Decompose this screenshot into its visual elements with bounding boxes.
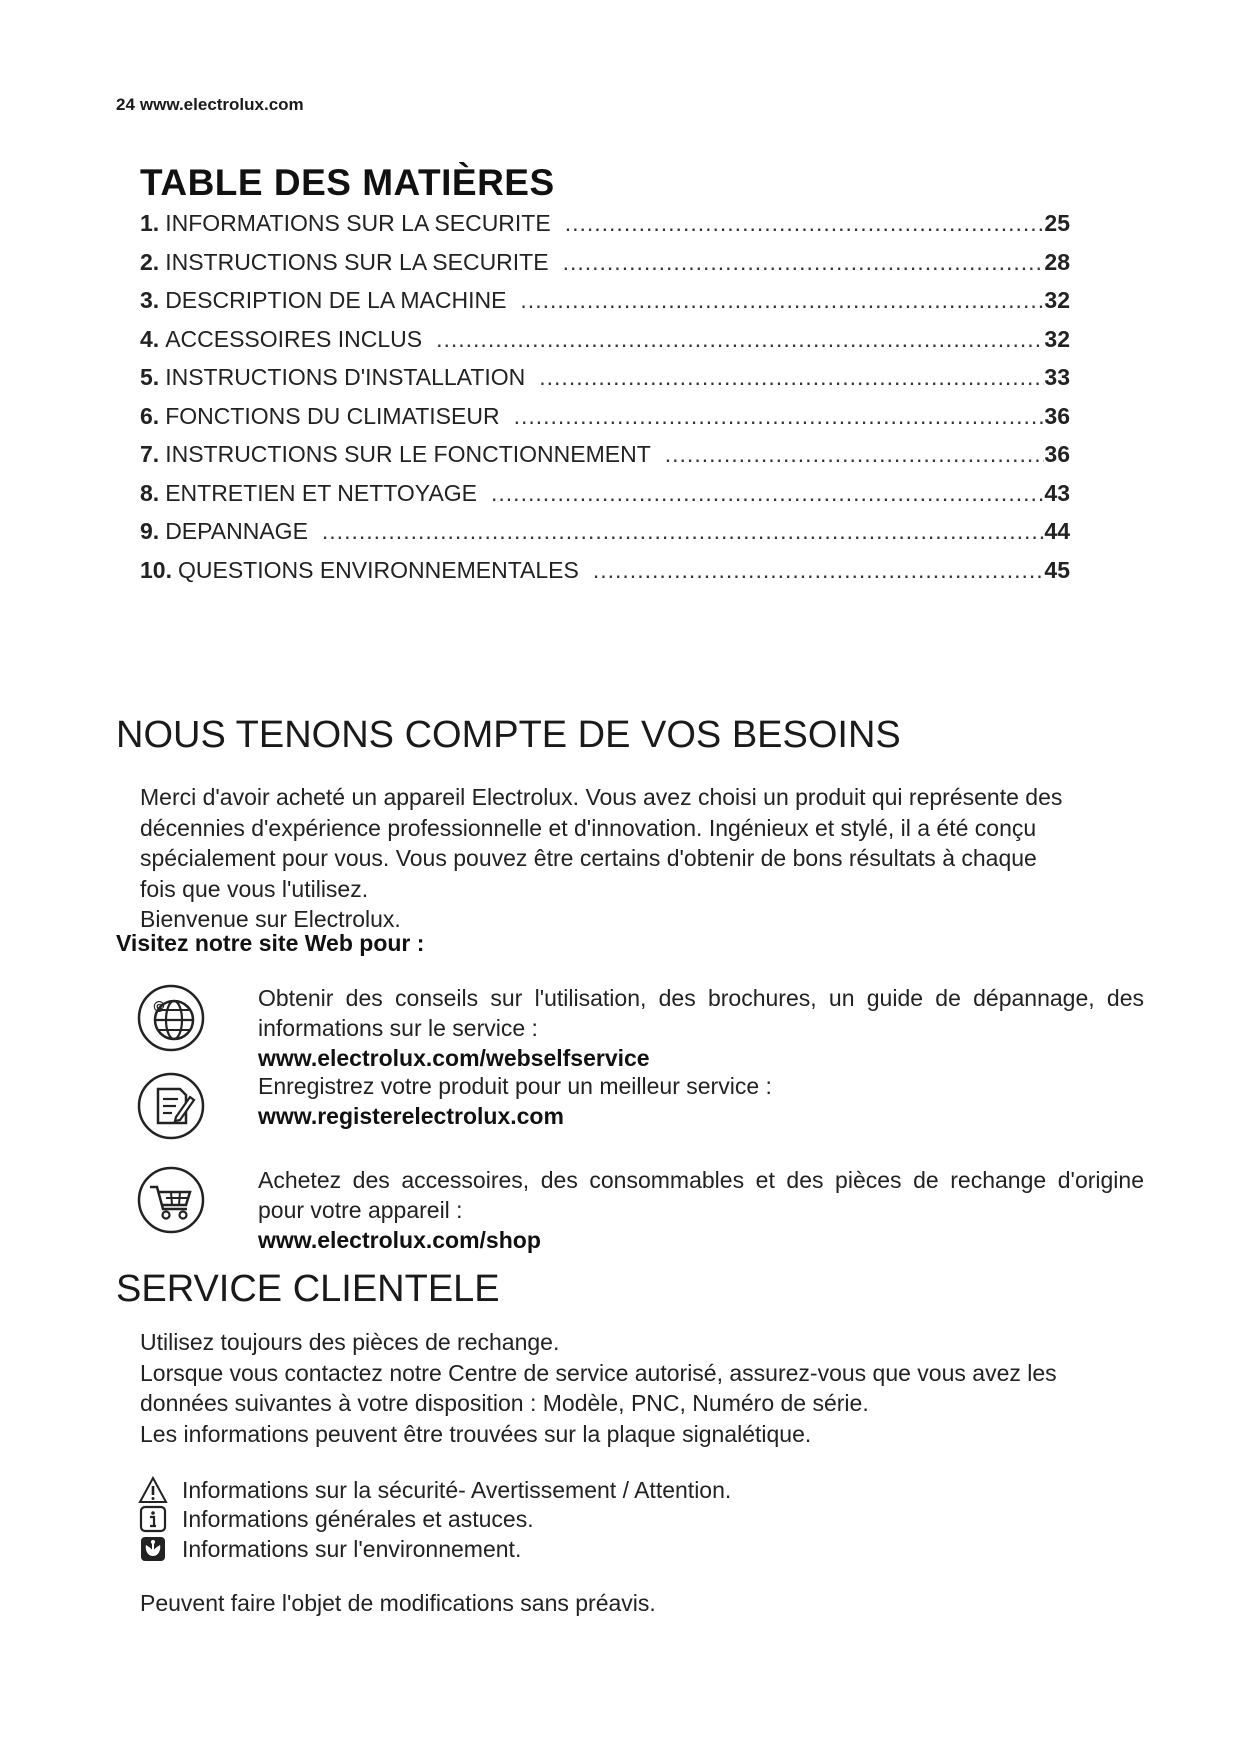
toc-number: 6.: [140, 402, 160, 429]
register-link[interactable]: www.registerelectrolux.com: [258, 1103, 564, 1129]
web-link-text: [258, 1165, 1144, 1255]
legend-item: [138, 1535, 521, 1563]
intro-paragraph: [140, 782, 1130, 935]
toc-number: 8.: [140, 479, 160, 506]
toc-number: 7.: [140, 441, 160, 467]
service-line: Les informations peuvent être trouvées sur la plaque signalétique.: [140, 1420, 812, 1447]
web-link-description: Achetez des accessoires, des consommables et des pièces de rechange d'origine pour votre appareil :: [258, 1167, 1144, 1223]
toc-label: FONCTIONS DU CLIMATISEUR: [165, 402, 500, 429]
toc-number: 10.: [140, 556, 172, 583]
toc-item[interactable]: [140, 403, 1070, 442]
toc-page: 44: [1044, 518, 1070, 544]
toc-page: 25: [1044, 210, 1070, 236]
needs-heading: NOUS TENONS COMPTE DE VOS BESOINS: [116, 714, 901, 756]
toc-leader: [565, 210, 1045, 237]
web-link-description: Obtenir des conseils sur l'utilisation, des brochures, un guide de dépannage, des informations sur le service :: [258, 985, 1144, 1041]
toc-item[interactable]: [140, 557, 1070, 596]
shop-link[interactable]: www.electrolux.com/shop: [258, 1227, 541, 1253]
legend-label: Informations sur la sécurité- Avertissement / Attention.: [182, 1476, 732, 1503]
intro-line: fois que vous l'utilisez.: [140, 875, 369, 902]
toc-item[interactable]: [140, 480, 1070, 519]
toc-label: ACCESSOIRES INCLUS: [165, 325, 423, 352]
toc-page: 43: [1044, 479, 1070, 506]
warning-icon: [138, 1476, 168, 1504]
page-number: 24: [116, 95, 135, 114]
toc-leader: [436, 326, 1044, 353]
toc-label: INSTRUCTIONS SUR LE FONCTIONNEMENT: [165, 441, 651, 467]
toc-page: 36: [1044, 402, 1070, 429]
webselfservice-link[interactable]: www.electrolux.com/webselfservice: [258, 1045, 650, 1071]
toc-item[interactable]: [140, 364, 1070, 403]
toc-item[interactable]: [140, 441, 1070, 480]
intro-line: Merci d'avoir acheté un appareil Electrolux. Vous avez choisi un produit qui représente des: [140, 784, 1063, 810]
toc-item[interactable]: [140, 518, 1070, 557]
toc-leader: [322, 518, 1045, 545]
toc-leader: [539, 364, 1044, 391]
toc-label: INSTRUCTIONS SUR LA SECURITE: [165, 248, 549, 275]
toc-label: INSTRUCTIONS D'INSTALLATION: [165, 364, 526, 390]
service-paragraph: [140, 1327, 1130, 1449]
toc-leader: [665, 441, 1045, 468]
toc-page: 36: [1044, 441, 1070, 467]
intro-line: décennies d'expérience professionnelle et d'innovation. Ingénieux et stylé, il a été conçu: [140, 814, 1037, 841]
toc-number: 4.: [140, 325, 160, 352]
web-link-text: [258, 1071, 1144, 1131]
toc-page: 45: [1044, 556, 1070, 583]
toc-leader: [514, 403, 1045, 430]
legend-item: [138, 1476, 731, 1504]
toc-leader: [593, 557, 1045, 584]
intro-line: spécialement pour vous. Vous pouvez être certains d'obtenir de bons résultats à chaque: [140, 845, 1037, 871]
legend-label: Informations sur l'environnement.: [182, 1535, 522, 1562]
site-url: www.electrolux.com: [139, 95, 304, 114]
info-icon: [138, 1505, 168, 1533]
visit-label: Visitez notre site Web pour :: [116, 930, 425, 956]
environment-icon: [138, 1535, 168, 1563]
service-heading: SERVICE CLIENTELE: [116, 1268, 500, 1310]
service-line: Lorsque vous contactez notre Centre de service autorisé, assurez-vous que vous avez les: [140, 1359, 1057, 1386]
toc-page: 33: [1044, 364, 1070, 390]
footer-note: Peuvent faire l'objet de modifications sans préavis.: [140, 1590, 656, 1616]
service-line: Utilisez toujours des pièces de rechange.: [140, 1329, 560, 1355]
toc-number: 9.: [140, 518, 160, 544]
toc-number: 5.: [140, 364, 160, 390]
page-header: [116, 95, 309, 115]
svg-text:@: @: [153, 999, 165, 1013]
toc-item[interactable]: [140, 326, 1070, 365]
shopping-cart-icon: [136, 1165, 206, 1235]
toc-leader: [491, 480, 1044, 507]
toc-page: 28: [1044, 248, 1070, 275]
toc-list: [140, 210, 1070, 595]
globe-icon: [136, 983, 206, 1053]
toc-page: 32: [1044, 287, 1070, 313]
toc-item[interactable]: [140, 210, 1070, 249]
register-icon: [136, 1071, 206, 1141]
toc-number: 2.: [140, 248, 160, 275]
web-link-text: [258, 983, 1144, 1073]
toc-number: 3.: [140, 287, 160, 313]
toc-title: TABLE DES MATIÈRES: [140, 162, 555, 203]
legend-item: [138, 1505, 534, 1533]
toc-page: 32: [1044, 325, 1070, 352]
toc-label: DESCRIPTION DE LA MACHINE: [165, 287, 507, 313]
toc-number: 1.: [140, 210, 160, 236]
toc-label: QUESTIONS ENVIRONNEMENTALES: [177, 556, 579, 583]
toc-label: INFORMATIONS SUR LA SECURITE: [165, 210, 551, 236]
service-line: données suivantes à votre disposition : Modèle, PNC, Numéro de série.: [140, 1390, 869, 1416]
web-link-description: Enregistrez votre produit pour un meilleur service :: [258, 1073, 772, 1099]
toc-item[interactable]: [140, 249, 1070, 288]
toc-item[interactable]: [140, 287, 1070, 326]
toc-label: ENTRETIEN ET NETTOYAGE: [165, 479, 478, 506]
toc-leader: [563, 249, 1045, 276]
toc-label: DEPANNAGE: [165, 518, 308, 544]
toc-leader: [520, 287, 1044, 314]
intro-line: Bienvenue sur Electrolux.: [140, 906, 401, 932]
legend-label: Informations générales et astuces.: [182, 1505, 534, 1532]
